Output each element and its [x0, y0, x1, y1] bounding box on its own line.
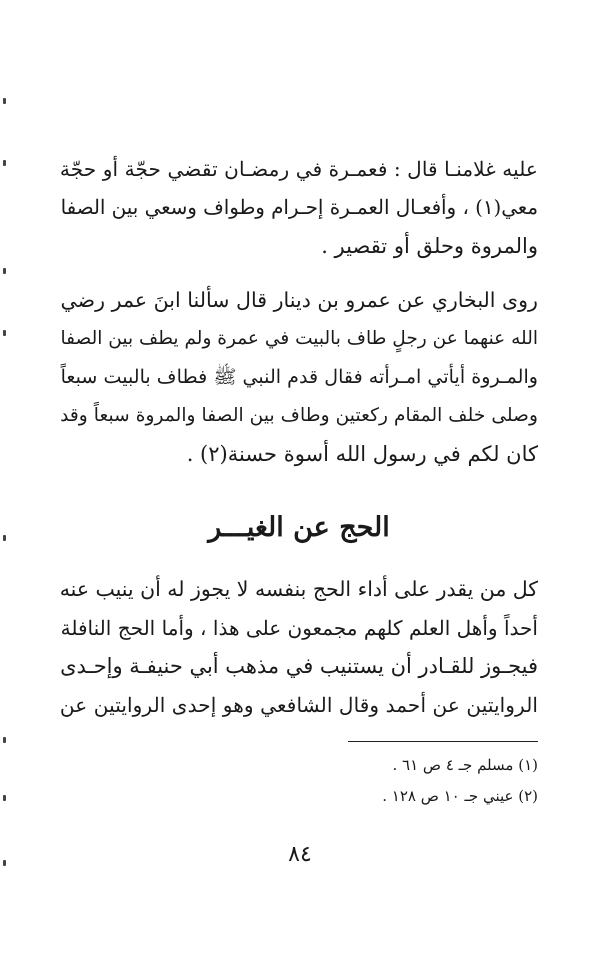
scan-artifact-dot	[3, 535, 6, 541]
text-line: معي(١) ، وأفعـال العمـرة إحـرام وطواف وسعي بين الصفا	[60, 195, 538, 219]
scan-artifact-dot	[3, 330, 6, 336]
text-line: الله عنهما عن رجلٍ طاف بالبيت في عمرة ولم يطف بين الصفا	[60, 327, 538, 349]
scan-artifact-dot	[3, 160, 6, 166]
footnotes	[300, 750, 538, 812]
scan-artifact-dot	[3, 98, 6, 104]
text-line: الروايتين عن أحمد وقال الشافعي وهو إحدى الروايتين عن	[59, 692, 538, 717]
text-line: أحداً وأهل العلم كلهم مجمعون على هذا ، وأما الحج النافلة	[60, 615, 538, 640]
paragraph-hajj-on-behalf	[60, 570, 538, 724]
text-line: والمروة وحلق أو تقصير .	[321, 234, 538, 258]
footnote-1: (١) مسلم جـ ٤ ص ٦١ .	[392, 756, 538, 774]
paragraph-umrah-acts	[60, 150, 538, 266]
text-line: كان لكم في رسول الله أسوة حسنة(٢) .	[186, 442, 538, 466]
page-number: ٨٤	[288, 842, 312, 867]
scan-artifact-dot	[3, 795, 6, 801]
text-line: عليه غلامنـا قال : فعمـرة في رمضـان تقضي حجّة أو حجّة	[59, 157, 538, 181]
text-line: والمـروة أيأتي امـرأته فقال قدم النبي ﷺ فطاف بالبيت سبعاً	[60, 365, 538, 388]
text-line: فيجـوز للقـادر أن يستنيب في مذهب أبي حنيفـة وإحـدى	[60, 654, 538, 678]
section-heading: الحج عن الغيـــر	[208, 512, 390, 543]
scan-artifact-dot	[3, 268, 6, 274]
text-line: وصلى خلف المقام ركعتين وطاف بين الصفا والمروة سبعاً وقد	[60, 404, 538, 426]
scan-artifact-dot	[3, 737, 6, 743]
footnote-2: (٢) عيني جـ ١٠ ص ١٢٨ .	[382, 787, 538, 805]
paragraph-bukhari-narration	[60, 281, 538, 474]
text-line: روى البخاري عن عمرو بن دينار قال سألنا ابنَ عمر رضي	[60, 288, 538, 312]
scan-artifact-dot	[3, 860, 6, 866]
text-line: كل من يقدر على أداء الحج بنفسه لا يجوز له أن ينيب عنه	[59, 577, 538, 601]
footnote-divider	[348, 741, 538, 742]
